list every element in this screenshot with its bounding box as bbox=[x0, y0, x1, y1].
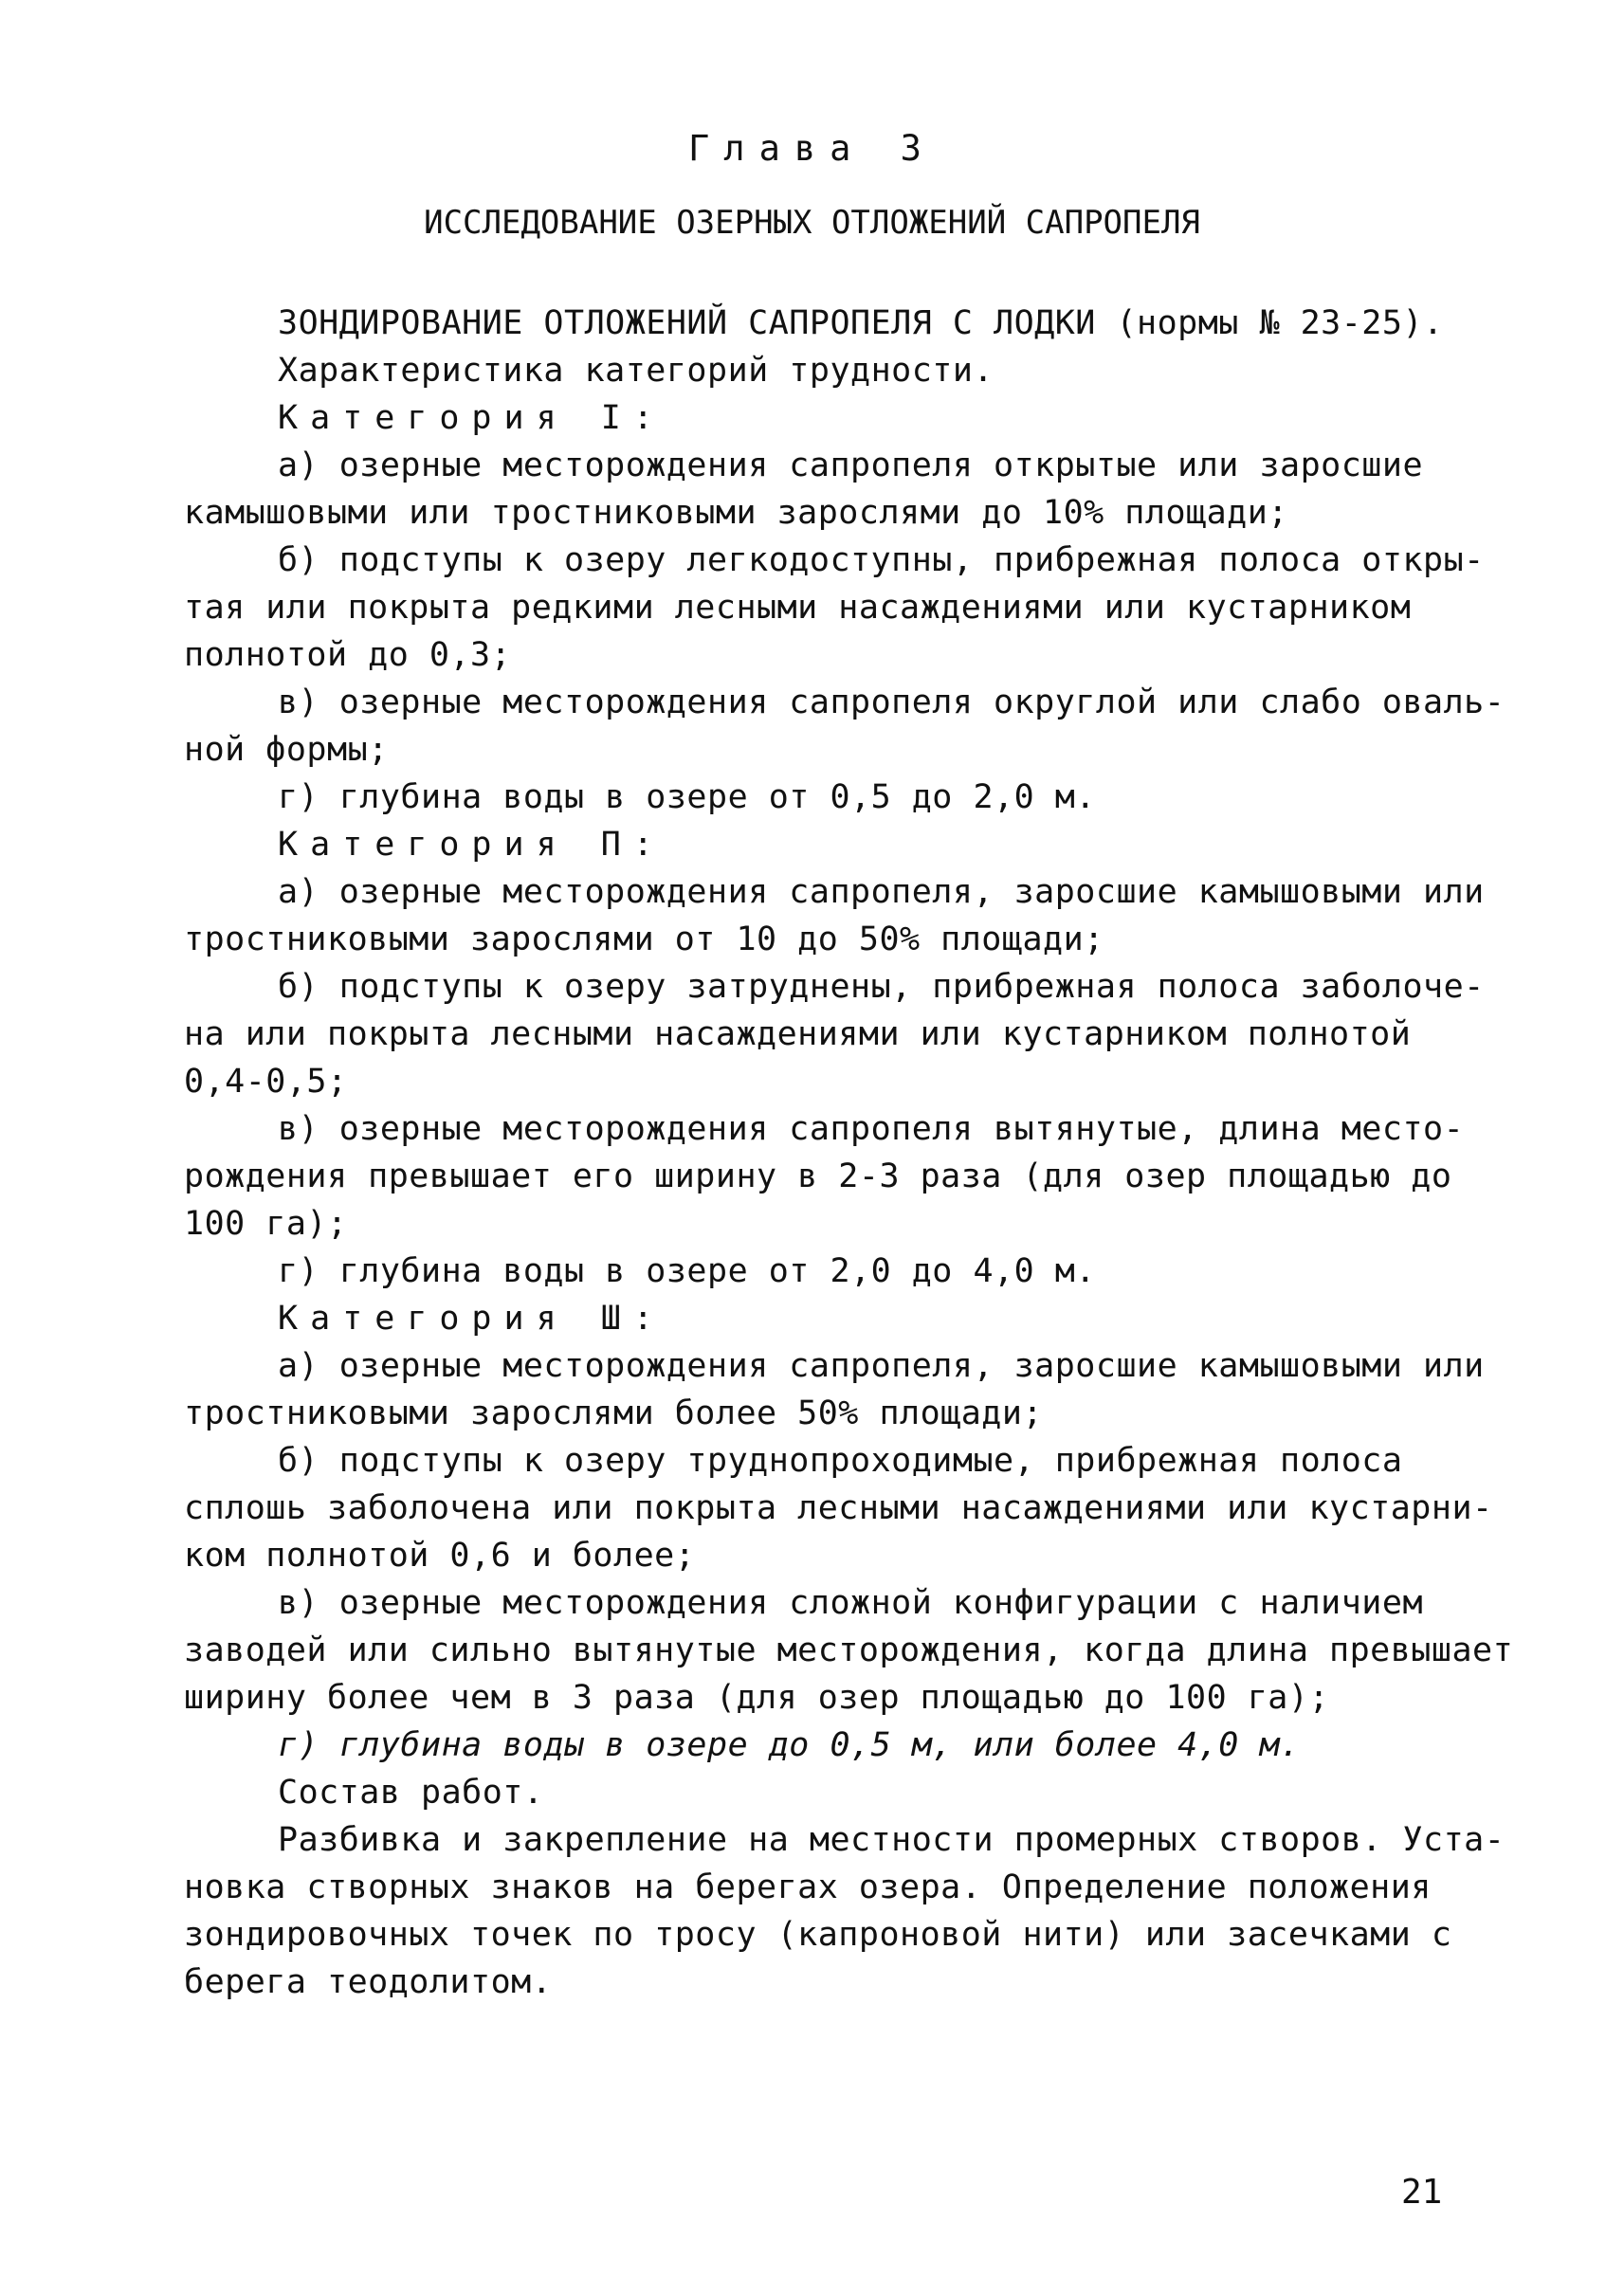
paragraph-line: полнотой до 0,3; bbox=[184, 636, 512, 674]
paragraph-line: Состав работ. bbox=[278, 1774, 544, 1812]
paragraph-line: 0,4-0,5; bbox=[184, 1063, 348, 1101]
paragraph-line: Разбивка и закрепление на местности промерных створов. Уста- bbox=[278, 1821, 1505, 1859]
paragraph-line: рождения превышает его ширину в 2-3 раза (для озер площадью до bbox=[184, 1157, 1452, 1195]
paragraph-line: ширину более чем в 3 раза (для озер площадью до 100 га); bbox=[184, 1679, 1330, 1717]
paragraph-line: в) озерные месторождения сапропеля вытянутые, длина место- bbox=[278, 1110, 1465, 1148]
chapter-heading: Глава 3 bbox=[688, 128, 936, 169]
chapter-title: ИССЛЕДОВАНИЕ ОЗЕРНЫХ ОТЛОЖЕНИЙ САПРОПЕЛЯ bbox=[424, 204, 1200, 242]
paragraph-line: г) глубина воды в озере от 2,0 до 4,0 м. bbox=[278, 1252, 1096, 1290]
category-heading: Категория Ш: bbox=[278, 1300, 666, 1338]
paragraph-line: ной формы; bbox=[184, 731, 389, 769]
section-heading: ЗОНДИРОВАНИЕ ОТЛОЖЕНИЙ САПРОПЕЛЯ С ЛОДКИ (нормы № 23-25). bbox=[278, 304, 1444, 342]
paragraph-line: в) озерные месторождения сапропеля округлой или слабо оваль- bbox=[278, 683, 1505, 721]
paragraph-line: в) озерные месторождения сложной конфигурации с наличием bbox=[278, 1584, 1424, 1622]
paragraph-line: б) подступы к озеру труднопроходимые, прибрежная полоса bbox=[278, 1442, 1403, 1480]
paragraph-line: тростниковыми зарослями более 50% площади; bbox=[184, 1394, 1044, 1432]
paragraph-line: зондировочных точек по тросу (капроновой нити) или засечками с bbox=[184, 1916, 1452, 1954]
paragraph-line: берега теодолитом. bbox=[184, 1963, 553, 2001]
paragraph-line: камышовыми или тростниковыми зарослями до 10% площади; bbox=[184, 494, 1288, 532]
paragraph-line: тая или покрыта редкими лесными насаждениями или кустарником bbox=[184, 589, 1412, 627]
category-heading: Категория П: bbox=[278, 826, 666, 864]
paragraph-line: сплошь заболочена или покрыта лесными насаждениями или кустарни- bbox=[184, 1489, 1493, 1527]
paragraph-line: Характеристика категорий трудности. bbox=[278, 352, 994, 390]
paragraph-line: а) озерные месторождения сапропеля, заросшие камышовыми или bbox=[278, 1347, 1485, 1385]
paragraph-line: г) глубина воды в озере от 0,5 до 2,0 м. bbox=[278, 778, 1096, 816]
category-heading: Категория I: bbox=[278, 399, 666, 437]
page-number: 21 bbox=[1401, 2173, 1443, 2212]
paragraph-line: заводей или сильно вытянутые месторождения, когда длина превышает bbox=[184, 1631, 1514, 1669]
paragraph-line: на или покрыта лесными насаждениями или кустарником полнотой bbox=[184, 1015, 1412, 1053]
paragraph-line: б) подступы к озеру легкодоступны, прибрежная полоса откры- bbox=[278, 541, 1485, 579]
paragraph-line: а) озерные месторождения сапропеля, заросшие камышовыми или bbox=[278, 873, 1485, 911]
paragraph-line: а) озерные месторождения сапропеля открытые или заросшие bbox=[278, 446, 1424, 484]
paragraph-line: 100 га); bbox=[184, 1205, 348, 1243]
paragraph-line: новка створных знаков на берегах озера. Определение положения bbox=[184, 1868, 1432, 1906]
paragraph-line: ком полнотой 0,6 и более; bbox=[184, 1537, 696, 1575]
paragraph-line: г) глубина воды в озере до 0,5 м, или более 4,0 м. bbox=[278, 1726, 1301, 1764]
paragraph-line: тростниковыми зарослями от 10 до 50% площади; bbox=[184, 920, 1104, 958]
paragraph-line: б) подступы к озеру затруднены, прибрежная полоса заболоче- bbox=[278, 968, 1485, 1006]
